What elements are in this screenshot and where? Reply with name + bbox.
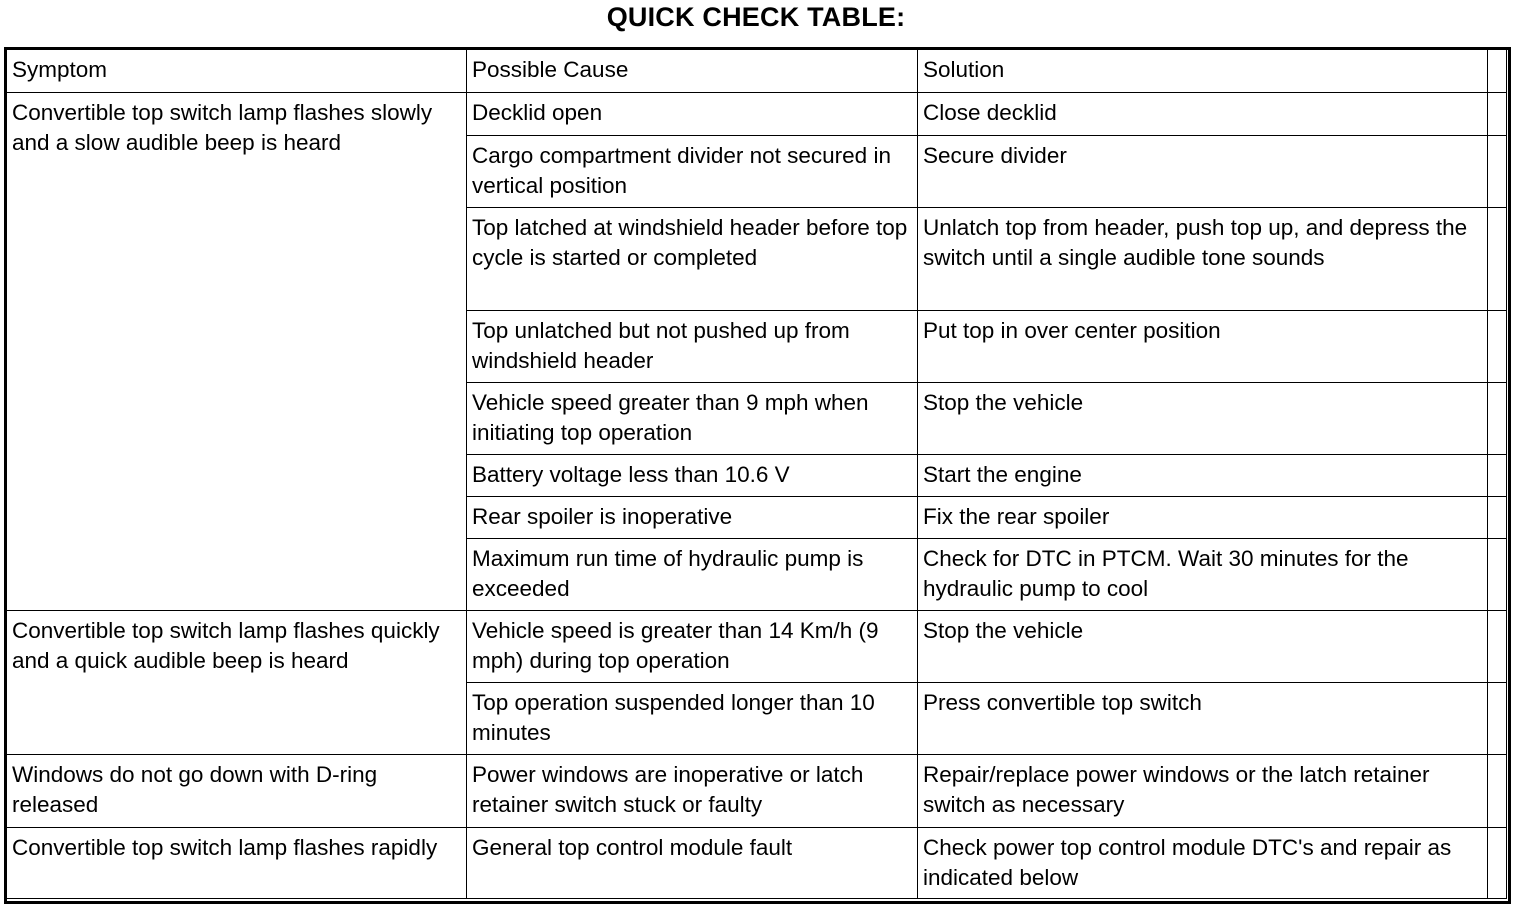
table-edge-cell <box>1488 383 1507 455</box>
solution-cell: Start the engine <box>918 455 1488 497</box>
cause-cell: Battery voltage less than 10.6 V <box>467 455 918 497</box>
table-edge-cell <box>1488 311 1507 383</box>
solution-cell: Unlatch top from header, push top up, and depress the switch until a single audible tone sounds <box>918 208 1488 311</box>
cause-cell: Vehicle speed greater than 9 mph when initiating top operation <box>467 383 918 455</box>
cause-cell: Top latched at windshield header before top cycle is started or completed <box>467 208 918 311</box>
cause-cell: Rear spoiler is inoperative <box>467 497 918 539</box>
solution-cell: Check power top control module DTC's and repair as indicated below <box>918 828 1488 899</box>
table-edge-cell <box>1488 539 1507 611</box>
cause-cell: Top unlatched but not pushed up from windshield header <box>467 311 918 383</box>
cause-cell: Power windows are inoperative or latch retainer switch stuck or faulty <box>467 755 918 828</box>
table-row <box>7 93 1507 136</box>
table-row <box>7 828 1507 899</box>
table-row <box>7 611 1507 683</box>
solution-cell: Fix the rear spoiler <box>918 497 1488 539</box>
solution-cell: Check for DTC in PTCM. Wait 30 minutes for the hydraulic pump to cool <box>918 539 1488 611</box>
symptom-cell: Convertible top switch lamp flashes quickly and a quick audible beep is heard <box>7 611 467 755</box>
solution-cell: Close decklid <box>918 93 1488 136</box>
header-symptom: Symptom <box>7 50 467 93</box>
page-title: QUICK CHECK TABLE: <box>606 2 906 32</box>
table-edge-cell <box>1488 497 1507 539</box>
symptom-cell: Convertible top switch lamp flashes slowly and a slow audible beep is heard <box>7 93 467 611</box>
table-edge-cell <box>1488 455 1507 497</box>
header-solution: Solution <box>918 50 1488 93</box>
table-edge-cell <box>1488 93 1507 136</box>
cause-cell: Decklid open <box>467 93 918 136</box>
solution-cell: Stop the vehicle <box>918 383 1488 455</box>
cause-cell: General top control module fault <box>467 828 918 899</box>
table-edge-cell <box>1488 50 1507 93</box>
solution-cell: Secure divider <box>918 136 1488 208</box>
solution-cell: Press convertible top switch <box>918 683 1488 755</box>
solution-cell: Stop the vehicle <box>918 611 1488 683</box>
table-edge-cell <box>1488 755 1507 828</box>
table-edge-cell <box>1488 611 1507 683</box>
symptom-cell: Convertible top switch lamp flashes rapidly <box>7 828 467 899</box>
quick-check-table <box>6 49 1507 899</box>
table-edge-cell <box>1488 683 1507 755</box>
table-edge-cell <box>1488 208 1507 311</box>
table-header-row <box>7 50 1507 93</box>
symptom-cell: Windows do not go down with D-ring released <box>7 755 467 828</box>
table-row <box>7 755 1507 828</box>
cause-cell: Top operation suspended longer than 10 minutes <box>467 683 918 755</box>
cause-cell: Vehicle speed is greater than 14 Km/h (9 mph) during top operation <box>467 611 918 683</box>
cause-cell: Maximum run time of hydraulic pump is exceeded <box>467 539 918 611</box>
table-edge-cell <box>1488 828 1507 899</box>
header-possible-cause: Possible Cause <box>467 50 918 93</box>
solution-cell: Repair/replace power windows or the latch retainer switch as necessary <box>918 755 1488 828</box>
cause-cell: Cargo compartment divider not secured in vertical position <box>467 136 918 208</box>
solution-cell: Put top in over center position <box>918 311 1488 383</box>
table-edge-cell <box>1488 136 1507 208</box>
